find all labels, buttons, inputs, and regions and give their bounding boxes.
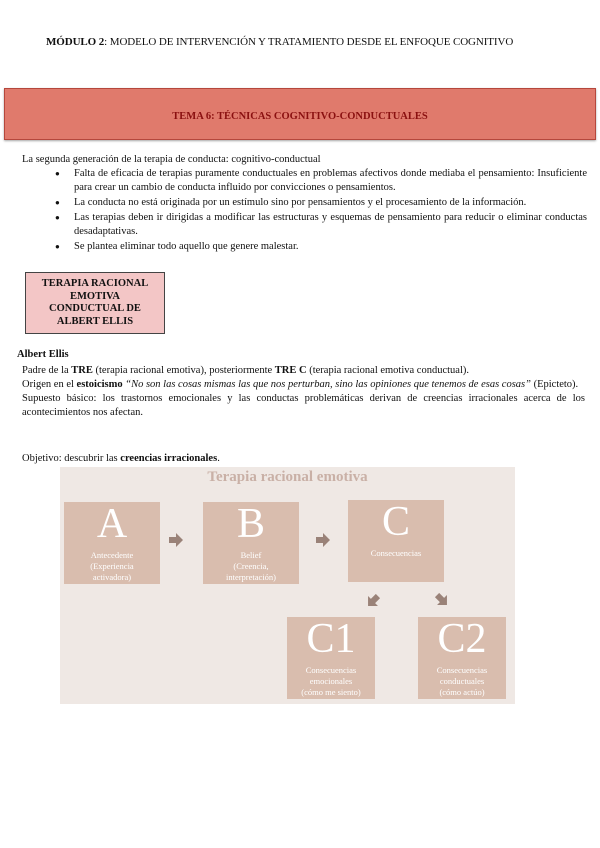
- arrow-right-icon: [316, 533, 330, 547]
- stoicism-term: estoicismo: [76, 379, 123, 390]
- text: Consecuencias: [305, 665, 357, 675]
- ellis-line-1: [22, 364, 585, 378]
- text: (cómo me siento): [301, 687, 361, 697]
- box-letter: B: [236, 501, 265, 547]
- tre-line: ALBERT ELLIS: [56, 315, 134, 327]
- text: emocionales: [309, 676, 353, 686]
- box-c2: [418, 617, 506, 699]
- text: interpretación): [225, 572, 277, 582]
- text: (Epicteto).: [530, 379, 579, 390]
- module-label: MÓDULO 2: [46, 36, 105, 48]
- box-b: [203, 502, 299, 584]
- text: Padre de la: [22, 365, 72, 376]
- tre-line: TERAPIA RACIONAL: [41, 278, 149, 289]
- abc-diagram: [60, 467, 515, 704]
- box-c1: [287, 617, 375, 699]
- tre-line: CONDUCTUAL DE: [49, 303, 141, 314]
- text: Consecuencias: [370, 548, 422, 558]
- diagram-title: Terapia racional emotiva: [207, 469, 368, 485]
- arrow-down-left-icon: [366, 594, 380, 608]
- text: Origen en el: [22, 379, 77, 390]
- box-desc: [64, 550, 160, 583]
- box-desc: [348, 548, 444, 559]
- irrational-beliefs-term: creencias irracionales: [120, 453, 218, 464]
- module-heading: [46, 36, 513, 48]
- text: conductuales: [439, 676, 485, 686]
- text: .: [217, 453, 220, 464]
- text: (Creencia,: [233, 561, 269, 571]
- topic-title: TEMA 6: TÉCNICAS COGNITIVO-CONDUCTUALES: [172, 110, 428, 122]
- ellis-heading: Albert Ellis: [17, 349, 69, 360]
- objective-line: [22, 453, 220, 464]
- ellis-line-3: Supuesto básico: los trastornos emocionales y las conductas problemáticas derivan de creencias irracionales acerca de los acontecimientos nos afectan.: [22, 393, 585, 418]
- arrow-down-right-icon: [435, 593, 449, 607]
- tre-term: TRE: [71, 365, 93, 376]
- trec-term: TRE C: [274, 365, 307, 376]
- text: Belief: [240, 550, 262, 560]
- text: activadora): [92, 572, 132, 582]
- box-a: [64, 502, 160, 584]
- ellis-line-2: [22, 378, 585, 392]
- text: Consecuencias: [436, 665, 488, 675]
- box-letter: C1: [306, 616, 356, 662]
- text: (cómo actúo): [439, 687, 485, 697]
- text: Objetivo: descubrir las: [22, 453, 121, 464]
- list-item: ● La conducta no está originada por un estímulo sino por pensamientos y el procesamiento de la información.: [55, 196, 587, 210]
- box-desc: [203, 550, 299, 583]
- bullet-list: [55, 167, 587, 255]
- topic-banner: [4, 88, 596, 140]
- arrow-right-icon: [169, 533, 183, 547]
- module-title: : MODELO DE INTERVENCIÓN Y TRATAMIENTO DESDE EL ENFOQUE COGNITIVO: [104, 36, 514, 48]
- list-item: ● Falta de eficacia de terapias puramente conductuales en problemas afectivos donde mediaba el pensamiento: Insuficiente para crear un cambio de conducta influido por convicciones o pensamientos.: [55, 167, 587, 195]
- text: (terapia racional emotiva), posteriormente: [92, 365, 275, 376]
- intro-text: La segunda generación de la terapia de conducta: cognitivo-conductual: [22, 154, 321, 165]
- text: (terapia racional emotiva conductual).: [306, 365, 469, 376]
- box-letter: C2: [437, 616, 487, 662]
- box-desc: [287, 665, 375, 698]
- epictetus-quote: “No son las cosas mismas las que nos perturban, sino las opiniones que tenemos de esas cosas”: [122, 379, 531, 390]
- list-item: ● Se plantea eliminar todo aquello que genere malestar.: [55, 240, 587, 254]
- list-item: ● Las terapias deben ir dirigidas a modificar las estructuras y esquemas de pensamiento para reducir o eliminar conductas desadaptativas.: [55, 211, 587, 239]
- tre-line: EMOTIVA: [70, 290, 120, 302]
- tre-title-box: [25, 272, 165, 334]
- box-c: [348, 500, 444, 582]
- box-desc: [418, 665, 506, 698]
- text: Antecedente: [90, 550, 134, 560]
- text: (Experiencia: [90, 561, 134, 571]
- box-letter: C: [381, 499, 410, 545]
- box-letter: A: [96, 501, 128, 547]
- ellis-paragraphs: [22, 364, 585, 420]
